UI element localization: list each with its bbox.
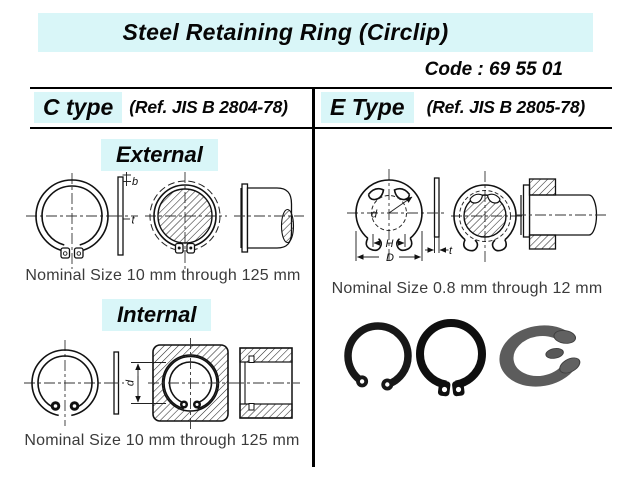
- c-external-drawing: [18, 170, 310, 274]
- dim-label-d-e: d: [371, 208, 378, 221]
- dim-label-t-e: t: [449, 245, 453, 257]
- c-external-shaft-view: [234, 184, 304, 252]
- internal-nominal-size: Nominal Size 10 mm through 125 mm: [24, 432, 300, 449]
- photo-internal-circlip: [348, 326, 408, 391]
- dim-label-h: H: [385, 238, 394, 250]
- c-internal-drawing: [18, 336, 310, 432]
- internal-section-label: Internal: [102, 299, 211, 331]
- page-title: Steel Retaining Ring (Circlip): [122, 19, 449, 45]
- c-external-mounted-view: [145, 172, 227, 269]
- e-type-header: [321, 92, 585, 123]
- e-type-nominal-size: Nominal Size 0.8 mm through 12 mm: [331, 280, 603, 297]
- dim-label-t: t: [131, 214, 135, 227]
- title-banner: [38, 13, 593, 52]
- e-type-front-view: [347, 169, 433, 264]
- photo-e-clip: [502, 324, 585, 386]
- c-type-ref: (Ref. JIS B 2804-78): [129, 97, 288, 117]
- e-type-side-view: [425, 178, 453, 257]
- c-external-front-view: [26, 173, 120, 269]
- code-label: Code : 69 55 01: [424, 59, 563, 80]
- column-divider: [312, 87, 315, 467]
- external-section-label: External: [101, 139, 218, 171]
- e-type-shaft-view: [515, 179, 609, 249]
- external-nominal-size: Nominal Size 10 mm through 125 mm: [25, 267, 301, 284]
- c-internal-bore-view: [125, 338, 234, 429]
- divider-header: [30, 127, 612, 129]
- e-type-drawing: [323, 156, 615, 280]
- product-photos: [330, 312, 592, 408]
- e-type-mounted-view: [451, 171, 523, 263]
- c-type-label: C type: [34, 92, 122, 123]
- c-external-side-view: [111, 172, 138, 255]
- e-type-ref: (Ref. JIS B 2805-78): [426, 97, 585, 117]
- c-internal-front-view: [24, 340, 112, 426]
- dim-label-big-d: D: [386, 252, 394, 264]
- c-internal-side-view: [108, 352, 124, 414]
- divider-top: [30, 87, 612, 89]
- dim-label-b: b: [132, 176, 139, 188]
- c-internal-housing-view: [233, 348, 300, 418]
- c-type-header: [34, 92, 288, 123]
- e-type-label: E Type: [321, 92, 414, 123]
- photo-external-circlip: [420, 323, 482, 397]
- dim-label-d: d: [124, 379, 137, 387]
